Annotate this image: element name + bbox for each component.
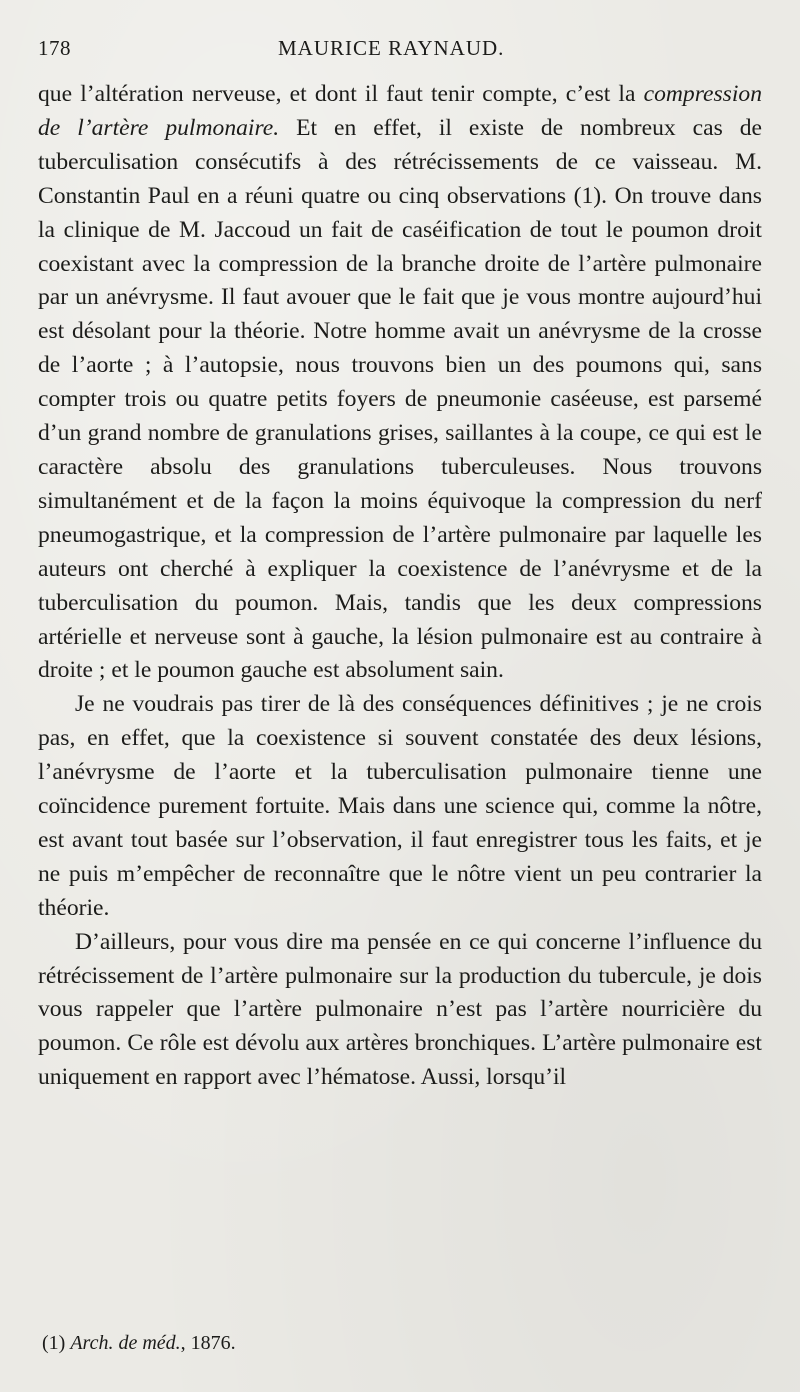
footnote-source: Arch. de méd. [70, 1332, 181, 1354]
paragraph-2: Je ne voudrais pas tirer de là des conséquences définitives ; je ne crois pas, en effet, que la coexistence si souvent constatée des deux lésions, l’anévrysme de l’aorte et la tuberculisation pulmonaire tienne une coïncidence purement fortuite. Mais dans une science qui, comme la nôtre, est avant tout basée sur l’observation, il faut enregistrer tous les faits, et je ne puis m’empêcher de reconnaître que le nôtre vient un peu contrarier la théorie. [38, 691, 762, 921]
running-title: MAURICE RAYNAUD. [278, 36, 505, 60]
body-text [38, 78, 762, 1095]
footnote-marker: (1) [42, 1332, 66, 1354]
footnote [42, 1330, 236, 1356]
page-number: 178 [38, 36, 71, 60]
running-head [38, 36, 762, 66]
paragraph-3: D’ailleurs, pour vous dire ma pensée en ce qui concerne l’influence du rétrécissement de l’artère pulmonaire sur la production du tubercule, je dois vous rappeler que l’artère pulmonaire n’est pas l’artère nourricière du poumon. Ce rôle est dévolu aux artères bronchiques. L’artère pulmonaire est uniquement en rapport avec l’hématose. Aussi, lorsqu’il [38, 928, 762, 1091]
paragraph-1-rest: Et en effet, il existe de nombreux cas de tuberculisation consécutifs à des rétrécissements de ce vaisseau. M. Constantin Paul en a réuni quatre ou cinq observations (1). On trouve dans la clinique de M. Jaccoud un fait de caséification de tout le poumon droit coexistant avec la compression de la branche droite de l’artère pulmonaire par un anévrysme. Il faut avouer que le fait que je vous montre aujourd’hui est désolant pour la théorie. Notre homme avait un anévrysme de la crosse de l’aorte ; à l’autopsie, nous trouvons bien un des poumons qui, sans compter trois ou quatre petits foyers de pneumonie caséeuse, est parsemé d’un grand nombre de granulations grises, saillantes à la coupe, ce qui est le caractère absolu des granulations tuberculeuses. Nous trouvons simultanément et de la façon la moins équivoque la compression du nerf pneumogastrique, et la compression de l’artère pulmonaire par laquelle les auteurs ont cherché à expliquer la coexistence de l’anévrysme et de la tuberculisation du poumon. Mais, tandis que les deux compressions artérielle et nerveuse sont à gauche, la lésion pulmonaire est au contraire à droite ; et le poumon gauche est absolument sain. [38, 114, 762, 684]
italic-emphasis: compression de l’artère pulmonaire. [38, 81, 762, 141]
paragraph-1 [38, 78, 762, 688]
paragraph-1-start: que l’altération nerveuse, et dont il faut tenir compte, c’est la [38, 81, 644, 107]
footnote-year: , 1876. [180, 1332, 236, 1354]
